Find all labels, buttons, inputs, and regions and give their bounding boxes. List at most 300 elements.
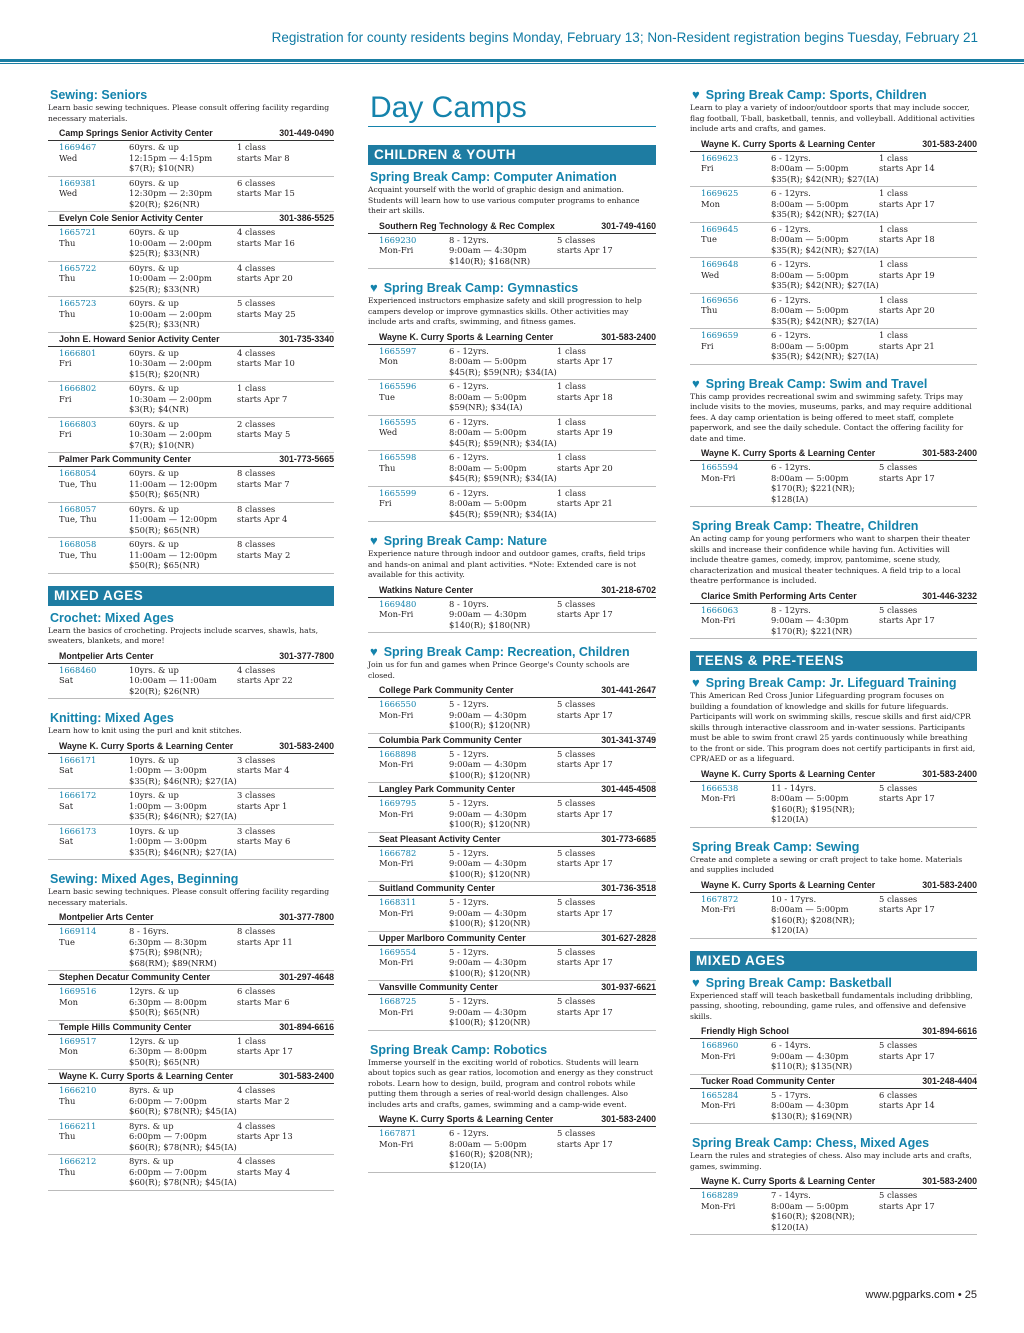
facility-row xyxy=(48,1070,334,1084)
program-description: Experience nature through indoor and outdoor games, crafts, field trips and hands-on animal and plant activities. *Note: Extended care is not available for this activity. xyxy=(368,549,646,579)
class-listing xyxy=(368,896,656,932)
listing-schedule-cell xyxy=(237,298,334,330)
meeting-days: Mon-Fri xyxy=(701,793,736,803)
facility-name: Seat Pleasant Activity Center xyxy=(379,833,501,844)
facility-name: Wayne K. Curry Sports & Learning Center xyxy=(701,879,876,890)
program-section xyxy=(48,872,334,1191)
facility-row xyxy=(48,212,334,226)
class-count: 5 classes xyxy=(557,1128,596,1138)
facility-name: Camp Springs Senior Activity Center xyxy=(59,128,213,138)
age-range: 8 - 12yrs. xyxy=(771,604,811,615)
course-code[interactable]: 1669381 xyxy=(59,177,97,188)
heart-icon: ♥ xyxy=(692,87,700,102)
listing-id-cell xyxy=(59,755,129,787)
age-range: 10yrs. & up xyxy=(129,754,179,765)
listing-schedule-cell xyxy=(879,1090,977,1122)
course-code[interactable]: 1668725 xyxy=(379,996,417,1006)
facility-name: Wayne K. Curry Sports & Learning Center xyxy=(701,138,876,149)
age-range: 5 - 12yrs. xyxy=(449,897,489,907)
facility-row xyxy=(690,1025,977,1039)
listing-schedule-cell xyxy=(557,235,656,267)
program-description: Immerse yourself in the exciting world of robotics. Students will learn about topics such as gear ratios, locomotion and energy as they construct robots. Learn how to design, build, program and control robots while putting them through a series of real-world design challenges. Also includes arts and crafts, games, swimming and a camp-wide event. xyxy=(368,1057,654,1109)
facility-phone: 301-449-0490 xyxy=(279,128,334,138)
course-code[interactable]: 1669230 xyxy=(379,234,417,245)
class-count: 6 classes xyxy=(237,177,276,188)
course-code[interactable]: 1665597 xyxy=(379,345,417,356)
heart-icon: ♥ xyxy=(692,675,700,690)
course-code[interactable]: 1668058 xyxy=(59,539,97,549)
facility-phone: 301-446-3232 xyxy=(922,590,977,601)
course-code[interactable]: 1669659 xyxy=(701,330,739,340)
listing-schedule-cell xyxy=(237,1036,334,1068)
meeting-days: Fri xyxy=(701,340,714,351)
meeting-days: Mon-Fri xyxy=(379,245,414,255)
meeting-days: Thu xyxy=(59,1095,76,1106)
program-title-text: Spring Break Camp: Nature xyxy=(383,534,547,548)
facility-name: Watkins Nature Center xyxy=(379,584,474,595)
program-description: This camp provides recreational swim and swimming safety. Trips may include visits to the movies, museums, parks, and may require additional fees. A day camp orientation is being offered to meet staff, complete paperwork, and see the daily schedule. Contact the offering facility for date and time. xyxy=(690,391,972,443)
listing-id-cell xyxy=(379,848,449,880)
class-time: 12:30pm — 2:30pm xyxy=(129,188,213,198)
course-code[interactable]: 1669645 xyxy=(701,223,739,234)
class-count: 4 classes xyxy=(237,1120,276,1131)
class-count: 4 classes xyxy=(237,1156,276,1166)
listing-detail-cell xyxy=(449,897,557,929)
class-listing xyxy=(48,297,334,333)
course-code[interactable]: 1665723 xyxy=(59,298,97,308)
course-code[interactable]: 1669625 xyxy=(701,188,739,198)
column-middle xyxy=(368,88,656,1185)
class-count: 1 class xyxy=(237,383,266,393)
class-time: 1:00pm — 3:00pm xyxy=(129,836,207,846)
class-count: 1 class xyxy=(237,142,266,152)
meeting-days: Thu xyxy=(59,273,76,283)
meeting-days: Mon-Fri xyxy=(701,1050,736,1061)
class-count: 5 classes xyxy=(879,1190,918,1200)
age-range: 6 - 14yrs. xyxy=(771,1040,811,1050)
class-listing xyxy=(48,141,334,177)
age-range: 60yrs. & up xyxy=(129,418,179,429)
class-time: 8:00am — 5:00pm xyxy=(771,793,849,803)
facility-row xyxy=(368,882,656,896)
listing-detail-cell xyxy=(129,468,237,500)
course-code[interactable]: 1665598 xyxy=(379,452,417,462)
page-footer: www.pgparks.com • 25 xyxy=(865,1289,977,1301)
listing-schedule-cell xyxy=(237,790,334,822)
column-left xyxy=(48,88,334,1203)
course-code[interactable]: 1667871 xyxy=(379,1128,417,1138)
start-date: starts Apr 17 xyxy=(557,808,613,819)
class-count: 3 classes xyxy=(237,754,276,765)
listing-detail-cell xyxy=(449,798,557,830)
class-listing xyxy=(690,1189,977,1235)
program-description: Learn the basics of crocheting. Projects include scarves, shawls, hats, sweaters, blankets, and more! xyxy=(48,625,319,645)
class-listing xyxy=(48,503,334,539)
start-date: starts May 4 xyxy=(237,1166,291,1177)
class-time: 8:00am — 5:00pm xyxy=(449,391,527,402)
start-date: starts Apr 14 xyxy=(879,1100,935,1110)
course-code[interactable]: 1669516 xyxy=(59,986,97,996)
class-count: 1 class xyxy=(879,294,908,305)
course-code[interactable]: 1669467 xyxy=(59,142,97,152)
course-code[interactable]: 1665596 xyxy=(379,381,417,391)
start-date: starts Apr 20 xyxy=(557,462,613,473)
class-listing xyxy=(368,416,656,452)
course-code[interactable]: 1668289 xyxy=(701,1190,739,1200)
listing-detail-cell xyxy=(449,381,557,413)
program-section xyxy=(368,534,656,633)
class-listing xyxy=(368,995,656,1031)
meeting-days: Tue xyxy=(701,234,717,244)
listing-id-cell xyxy=(379,996,449,1028)
course-code[interactable]: 1669648 xyxy=(701,259,739,269)
listing-detail-cell xyxy=(771,330,879,362)
facility-phone: 301-248-4404 xyxy=(922,1075,977,1086)
facility-name: Tucker Road Community Center xyxy=(701,1075,835,1086)
course-code[interactable]: 1666801 xyxy=(59,347,97,358)
course-code[interactable]: 1668960 xyxy=(701,1040,739,1050)
class-fee: $60(R); $78(NR); $45(IA) xyxy=(129,1177,237,1187)
class-listing xyxy=(48,226,334,262)
course-code[interactable]: 1669517 xyxy=(59,1035,97,1046)
class-time: 6:30pm — 8:00pm xyxy=(129,1046,207,1056)
course-code[interactable]: 1668057 xyxy=(59,503,97,514)
class-listing xyxy=(690,604,977,640)
class-time: 8:00am — 5:00pm xyxy=(771,198,849,209)
class-listing xyxy=(690,152,977,188)
listing-id-cell xyxy=(59,1085,129,1117)
class-count: 6 classes xyxy=(879,1089,918,1100)
class-count: 6 classes xyxy=(237,986,276,996)
facility-row xyxy=(48,453,334,467)
class-listing xyxy=(690,893,977,939)
listing-id-cell xyxy=(701,783,771,825)
class-time: 1:00pm — 3:00pm xyxy=(129,800,207,811)
facility-phone: 301-583-2400 xyxy=(922,138,977,149)
listing-schedule-cell xyxy=(237,926,334,968)
meeting-days: Tue xyxy=(59,936,75,947)
facility-name: Suitland Community Center xyxy=(379,883,495,893)
listing-id-cell xyxy=(701,462,771,504)
start-date: starts Mar 4 xyxy=(237,765,290,775)
facility-name: Langley Park Community Center xyxy=(379,784,515,794)
course-code[interactable]: 1665722 xyxy=(59,262,97,273)
listing-id-cell xyxy=(701,259,771,291)
program-title-text: Spring Break Camp: Computer Animation xyxy=(370,170,617,184)
class-fee: $50(R); $65(NR) xyxy=(129,489,200,499)
facility-row xyxy=(690,879,977,893)
listing-detail-cell xyxy=(449,452,557,484)
course-code[interactable]: 1669554 xyxy=(379,946,417,957)
start-date: starts Apr 17 xyxy=(879,198,935,209)
meeting-days: Mon-Fri xyxy=(379,858,414,868)
start-date: starts Mar 6 xyxy=(237,996,290,1007)
meeting-days: Mon-Fri xyxy=(701,1200,736,1211)
class-fee: $25(R); $33(NR) xyxy=(129,248,200,258)
facility-phone: 301-583-2400 xyxy=(601,1114,656,1124)
listing-detail-cell xyxy=(129,1085,237,1117)
course-code[interactable]: 1666173 xyxy=(59,825,97,836)
listing-schedule-cell xyxy=(879,153,977,185)
listing-schedule-cell xyxy=(879,605,977,637)
course-code[interactable]: 1669656 xyxy=(701,294,739,305)
course-code[interactable]: 1666538 xyxy=(701,782,739,793)
class-fee: $100(R); $120(NR) xyxy=(449,967,531,978)
start-date: starts Apr 19 xyxy=(557,427,613,437)
program-description: Experienced instructors emphasize safety and skill progression to help campers develop or improve gymnastics skills. Other activities may include arts and crafts, swimming, and fitness games. xyxy=(368,296,642,326)
listing-detail-cell xyxy=(771,1190,879,1232)
class-count: 1 class xyxy=(557,381,586,391)
start-date: starts Apr 17 xyxy=(237,1046,293,1056)
class-fee: $3(R); $4(NR) xyxy=(129,404,189,414)
course-code[interactable]: 1669114 xyxy=(59,926,97,936)
class-time: 9:00am — 4:30pm xyxy=(771,615,849,625)
course-code[interactable]: 1666063 xyxy=(701,604,739,615)
listing-detail-cell xyxy=(129,298,237,330)
facility-name: Stephen Decatur Community Center xyxy=(59,972,211,982)
listing-detail-cell xyxy=(129,755,237,787)
facility-row xyxy=(690,768,977,782)
facility-name: Vansville Community Center xyxy=(379,982,498,992)
class-time: 9:00am — 4:30pm xyxy=(449,709,527,720)
class-fee: $35(R); $46(NR); $27(IA) xyxy=(129,775,237,786)
class-count: 5 classes xyxy=(879,893,918,904)
program-title xyxy=(692,1136,977,1150)
course-code[interactable]: 1668054 xyxy=(59,468,97,478)
listing-schedule-cell xyxy=(557,897,656,929)
class-count: 5 classes xyxy=(557,996,596,1006)
listing-schedule-cell xyxy=(237,539,334,571)
class-time: 10:00am — 2:00pm xyxy=(129,308,212,319)
age-range: 8yrs. & up xyxy=(129,1085,174,1095)
listing-detail-cell xyxy=(129,504,237,536)
title-rule xyxy=(368,126,656,127)
course-code[interactable]: 1665284 xyxy=(701,1089,739,1100)
facility-row xyxy=(48,1021,334,1035)
class-listing xyxy=(690,223,977,259)
listing-id-cell xyxy=(379,699,449,731)
course-code[interactable]: 1665594 xyxy=(701,462,739,472)
meeting-days: Mon-Fri xyxy=(379,1006,414,1017)
course-code[interactable]: 1667872 xyxy=(701,893,739,904)
class-listing xyxy=(48,347,334,383)
class-fee: $45(R); $59(NR); $34(IA) xyxy=(449,508,557,519)
class-time: 8:00am — 5:00pm xyxy=(771,472,849,483)
program-title xyxy=(370,1043,656,1057)
class-time: 8:00am — 5:00pm xyxy=(771,234,849,244)
class-time: 8:00am — 5:00pm xyxy=(771,305,849,315)
facility-name: Wayne K. Curry Sports & Learning Center xyxy=(379,1114,554,1124)
class-listing xyxy=(368,345,656,381)
program-description: Create and complete a sewing or craft project to take home. Materials and supplies included xyxy=(690,854,963,874)
class-fee: $35(R); $42(NR); $27(IA) xyxy=(771,351,879,361)
class-time: 11:00am — 12:00pm xyxy=(129,514,218,524)
facility-phone: 301-735-3340 xyxy=(279,333,334,344)
start-date: starts Apr 17 xyxy=(879,615,935,625)
class-count: 5 classes xyxy=(237,298,276,308)
age-range: 60yrs. & up xyxy=(129,262,179,273)
listing-schedule-cell xyxy=(879,462,977,504)
class-fee: $20(R); $26(NR) xyxy=(129,198,200,209)
meeting-days: Wed xyxy=(59,152,78,163)
facility-row xyxy=(690,1075,977,1089)
facility-row xyxy=(48,971,334,985)
start-date: starts Apr 19 xyxy=(879,269,935,280)
listing-detail-cell xyxy=(449,848,557,880)
program-description: Learn basic sewing techniques. Please consult offering facility regarding necessary materials. xyxy=(48,887,330,907)
class-time: 6:30pm — 8:00pm xyxy=(129,996,207,1007)
listing-schedule-cell xyxy=(237,986,334,1018)
meeting-days: Mon-Fri xyxy=(379,907,414,918)
facility-phone: 301-341-3749 xyxy=(601,734,656,745)
start-date: starts Apr 17 xyxy=(557,356,613,366)
class-listing xyxy=(368,380,656,416)
start-date: starts Mar 2 xyxy=(237,1095,290,1106)
listing-detail-cell xyxy=(449,1128,557,1170)
meeting-days: Sat xyxy=(59,765,74,775)
course-code[interactable]: 1668898 xyxy=(379,748,417,759)
facility-name: Upper Marlboro Community Center xyxy=(379,932,526,943)
start-date: starts May 2 xyxy=(237,549,291,560)
start-date: starts Apr 18 xyxy=(879,234,935,244)
listing-schedule-cell xyxy=(557,1128,656,1170)
program-description: This American Red Cross Junior Lifeguarding program focuses on building a foundation of knowledge and skills for future lifeguards. Participants will work on swimming skills, rescue skills and first aid/CPR skills through interactive classroom and in-water sessions. Participants must be able to swim front crawl 25 yards continuously while breathing to the front or side. This program does not certify participants in first aid, CPR/AED or as a lifeguard. xyxy=(690,691,976,763)
age-range: 5 - 12yrs. xyxy=(449,748,489,759)
course-code[interactable]: 1669480 xyxy=(379,598,417,609)
class-count: 5 classes xyxy=(557,847,596,858)
meeting-days: Mon xyxy=(59,1046,79,1056)
facility-name: Wayne K. Curry Sports & Learning Center xyxy=(701,448,876,458)
class-time: 9:00am — 4:30pm xyxy=(771,1050,849,1061)
class-fee: $45(R); $59(NR); $34(IA) xyxy=(449,437,557,448)
facility-phone: 301-773-6685 xyxy=(601,833,656,844)
course-code[interactable]: 1666210 xyxy=(59,1085,97,1095)
course-code[interactable]: 1666211 xyxy=(59,1120,97,1131)
class-count: 5 classes xyxy=(557,748,596,759)
facility-row xyxy=(48,650,334,664)
start-date: starts Mar 16 xyxy=(237,237,295,248)
start-date: starts Mar 15 xyxy=(237,188,295,198)
page-title: Day Camps xyxy=(370,91,527,124)
course-code[interactable]: 1668311 xyxy=(379,897,417,907)
course-code[interactable]: 1665721 xyxy=(59,227,97,237)
listing-schedule-cell xyxy=(557,488,656,520)
listing-id-cell xyxy=(59,1121,129,1153)
listing-schedule-cell xyxy=(237,1121,334,1153)
listing-id-cell xyxy=(379,599,449,631)
class-time: 10:30am — 2:00pm xyxy=(129,358,212,368)
listing-id-cell xyxy=(59,665,129,697)
program-section xyxy=(690,519,977,639)
age-range: 60yrs. & up xyxy=(129,227,179,237)
course-code[interactable]: 1666782 xyxy=(379,847,417,858)
program-title xyxy=(692,88,977,102)
program-description: Learn the rules and strategies of chess. Also may include arts and crafts, games, swimming. xyxy=(690,1151,972,1171)
class-time: 10:00am — 2:00pm xyxy=(129,273,212,283)
class-listing xyxy=(368,234,656,270)
class-fee: $160(R); $195(NR); $120(IA) xyxy=(771,803,855,824)
facility-name: Wayne K. Curry Sports & Learning Center xyxy=(59,1071,234,1081)
listing-id-cell xyxy=(701,188,771,220)
class-fee: $160(R); $208(NR); $120(IA) xyxy=(771,1211,855,1232)
start-date: starts Apr 17 xyxy=(557,858,613,868)
listing-id-cell xyxy=(379,488,449,520)
program-section xyxy=(368,645,656,1031)
course-code[interactable]: 1666172 xyxy=(59,790,97,800)
registration-banner: Registration for county residents begins Monday, February 13; Non-Resident registration begins Tuesday, February 21 xyxy=(271,30,978,45)
age-range: 11 - 14yrs. xyxy=(771,782,817,793)
meeting-days: Thu xyxy=(59,1166,76,1177)
program-title xyxy=(50,872,334,886)
listing-schedule-cell xyxy=(237,1156,334,1188)
listing-detail-cell xyxy=(449,235,557,267)
class-count: 5 classes xyxy=(879,1040,918,1050)
course-code[interactable]: 1666802 xyxy=(59,383,97,393)
listing-schedule-cell xyxy=(557,996,656,1028)
course-code[interactable]: 1666212 xyxy=(59,1156,97,1166)
course-code[interactable]: 1665595 xyxy=(379,416,417,427)
program-title xyxy=(692,519,977,533)
class-count: 5 classes xyxy=(879,782,918,793)
class-fee: $25(R); $33(NR) xyxy=(129,283,200,294)
class-fee: $100(R); $120(NR) xyxy=(449,918,531,928)
listing-schedule-cell xyxy=(557,848,656,880)
class-fee: $140(R); $180(NR) xyxy=(449,619,531,630)
course-code[interactable]: 1666171 xyxy=(59,754,97,765)
course-code[interactable]: 1666550 xyxy=(379,699,417,709)
listing-schedule-cell xyxy=(237,383,334,415)
class-listing xyxy=(368,487,656,523)
course-code[interactable]: 1669623 xyxy=(701,152,739,163)
listing-schedule-cell xyxy=(237,263,334,295)
facility-row xyxy=(368,331,656,345)
course-code[interactable]: 1668460 xyxy=(59,664,97,675)
facility-row xyxy=(368,932,656,946)
program-section xyxy=(368,281,656,522)
meeting-days: Fri xyxy=(59,393,72,404)
class-time: 6:00pm — 7:00pm xyxy=(129,1131,207,1141)
listing-schedule-cell xyxy=(237,178,334,210)
course-code[interactable]: 1669795 xyxy=(379,798,417,808)
class-fee: $170(R); $221(NR); $128(IA) xyxy=(771,483,855,504)
class-listing xyxy=(690,187,977,223)
listing-detail-cell xyxy=(771,259,879,291)
meeting-days: Mon-Fri xyxy=(701,472,736,483)
class-fee: $100(R); $120(NR) xyxy=(449,1017,531,1027)
start-date: starts Apr 17 xyxy=(879,472,935,483)
program-section xyxy=(48,711,334,860)
listing-schedule-cell xyxy=(557,381,656,413)
program-description: Learn basic sewing techniques. Please consult offering facility regarding necessary materials. xyxy=(48,103,330,123)
start-date: starts Apr 17 xyxy=(557,907,613,918)
listing-detail-cell xyxy=(129,539,237,571)
class-count: 4 classes xyxy=(237,664,276,675)
course-code[interactable]: 1666803 xyxy=(59,418,97,429)
meeting-days: Thu xyxy=(701,305,718,315)
meeting-days: Mon-Fri xyxy=(379,808,414,819)
start-date: starts Apr 22 xyxy=(237,675,293,685)
class-time: 9:00am — 4:30pm xyxy=(449,759,527,769)
facility-row xyxy=(368,783,656,797)
facility-row xyxy=(690,590,977,604)
class-listing xyxy=(48,664,334,700)
age-range: 6 - 12yrs. xyxy=(771,294,811,305)
listing-schedule-cell xyxy=(237,227,334,259)
class-time: 10:00am — 11:00am xyxy=(129,675,217,685)
class-listing xyxy=(368,698,656,734)
course-code[interactable]: 1665599 xyxy=(379,487,417,498)
listing-id-cell xyxy=(59,227,129,259)
